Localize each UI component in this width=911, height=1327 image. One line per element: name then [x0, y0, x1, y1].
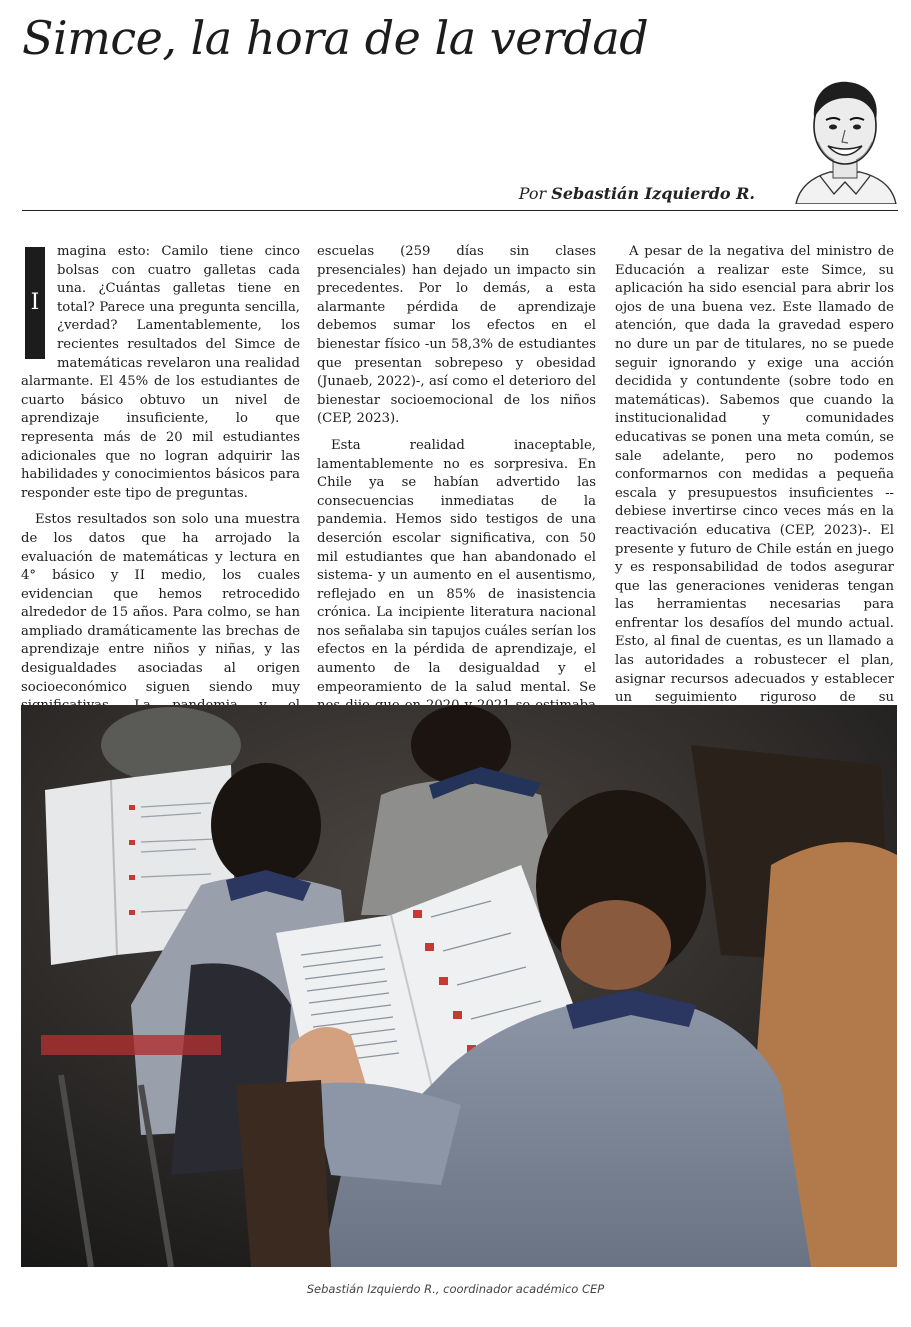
paragraph-4: Esta realidad inaceptable, lamentablemente no es sorpresiva. En Chile ya se habían advertido las consecuencias inmediatas de la pandemia. Hemos sido testigos de una deserción escolar significativa, con 50 mil estudiantes que han abandonado el sistema- y un aumento en el ausentismo, reflejado en un 85% de inasistencia crónica. La incipiente literatura nacional nos señalaba sin tapujos cuáles serían los efectos en la pérdida de aprendizaje, el aumento de la desigualdad y el empeoramiento de la salud mental. Se	[317, 437, 596, 695]
paragraph-3: escuelas (259 días sin clases presenciales) han dejado un impacto sin precedentes. Por lo demás, a esta alarmante pérdida de aprendizaje debemos sumar los efectos en el bienestar físico -un 58,3% de estudiantes que presentan sobrepeso y obesidad (Junaeb, 2022)-, así como el deterioro del bienestar socioemocional de los niños (CEP, 2023).	[317, 244, 596, 427]
author-portrait	[790, 72, 900, 204]
paragraph-1	[21, 243, 300, 503]
article-title: Simce, la hora de la verdad	[22, 11, 649, 65]
byline	[519, 184, 755, 203]
column-1	[21, 243, 300, 734]
paragraph-2: Estos resultados son solo una muestra de los datos que ha arrojado la evaluación de matemáticas y lectura en 4° básico y II medio, los cuales evidencian que hemos retrocedido alrededor de 15 años. Para colmo, se han ampliado dramáticamente las brechas de aprendizaje entre niños y niñas, y las desigualdades asociadas al origen socioeconómico siguen siendo muy	[21, 512, 300, 695]
drop-cap: I	[25, 247, 45, 359]
header-rule	[22, 210, 898, 211]
photo-caption: Sebastián Izquierdo R., coordinador académico CEP	[306, 1282, 605, 1296]
column-2	[317, 243, 596, 753]
paragraph-1-text: magina esto: Camilo tiene cinco bolsas con cuatro galletas cada una. ¿Cuántas galletas tiene en total? Parece una pregunta sencilla, ¿verdad? Lamentablemente, los recientes resultados del Simce de matemáticas revelaron una realidad alarmante. El 45% de los estudiantes de cuarto básico obtuvo un nivel de aprendizaje insuficiente, lo que representa más de 20 mil estudiantes adicionales que no logran adquirir las habilidades y conocimientos básicos para responder este tipo de preguntas.	[21, 244, 300, 501]
byline-author: Sebastián Izquierdo R.	[551, 184, 755, 203]
byline-prefix: Por	[518, 184, 547, 203]
paragraph-5: A pesar de la negativa del ministro de Educación a realizar este Simce, su aplicación ha sido esencial para abrir los ojos de una buena vez. Este llamado de atención, que dada la gravedad espero no dure un par de titulares, no se puede seguir ignorando y exige una acción decidida y contundente (sobre todo en matemáticas). Sabemos que cuando la institucionalidad y comunidades educativas se ponen una meta común, se sale adelante, pero no podemos conformarnos con medidas a pequeña escala y presupuestos insuficientes --debiese invertirse cinco veces más en la reactivación educativa (CEP, 2023)-. El presente y futuro de Chile están en juego y es responsabilidad de todos asegurar que las generaciones venideras tengan las herramientas necesarias para enfrentar los desafíos del mundo actual. Esto, al final de cuentas, es un llamado a las autoridades a robustecer el plan, asignar recursos adecuados y establecer un seguimiento riguroso de su	[615, 244, 894, 706]
column-3	[615, 243, 894, 726]
classroom-photo	[21, 705, 897, 1267]
